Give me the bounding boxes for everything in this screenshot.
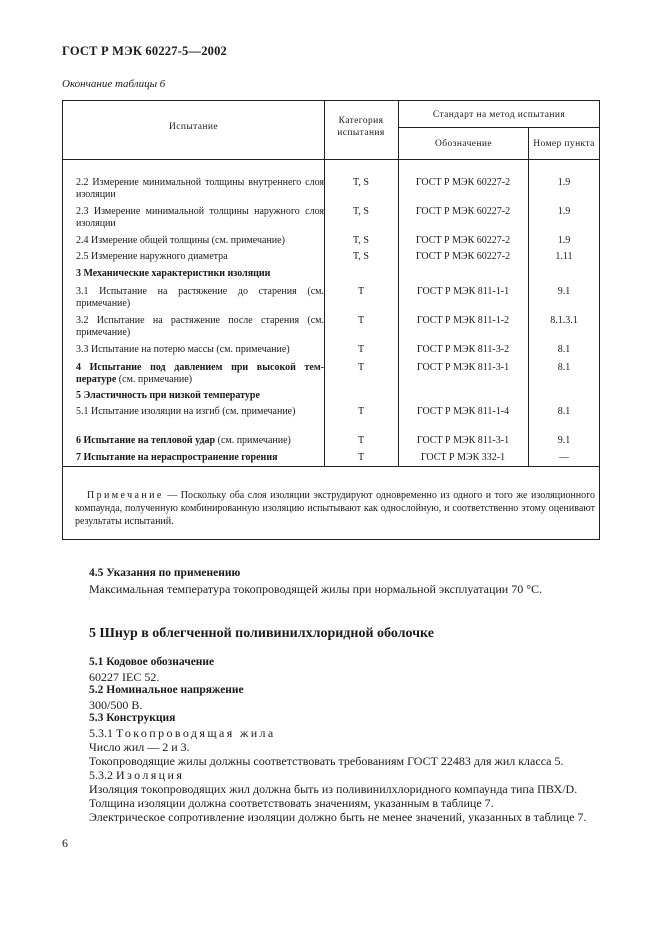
table-row-category: T (357, 452, 365, 463)
table-row-test-rest: (см. примечание) (116, 374, 193, 385)
table-row-category: T, S (353, 177, 369, 188)
table-row-category: T (357, 406, 365, 417)
table-row-test: 2.3 Измерение минимальной толщины наружного слоя изоляции (76, 206, 324, 229)
subsection-heading-5-3-2 (89, 768, 184, 782)
table-row-category: T, S (353, 206, 369, 217)
table-row-test: 2.5 Измерение наружного диаметра (76, 251, 228, 262)
header-bottom-rule (63, 159, 599, 160)
table-row-clause: 8.1 (557, 344, 571, 355)
table-row-clause: 9.1 (557, 286, 571, 297)
column-divider-1 (324, 101, 325, 466)
table-row-clause: 8.1 (557, 362, 571, 373)
paragraph-5-3-2a: Изоляция токопроводящих жил должна быть из поливинилхлоридного компаунда типа ПВХ/D. (89, 782, 578, 796)
table-row-designation: ГОСТ Р МЭК 60227-2 (415, 177, 511, 188)
table-row-category: T, S (353, 251, 369, 262)
subsection-heading-5-3: 5.3 Конструкция (89, 712, 176, 724)
table-row-category: T (357, 362, 365, 373)
table-row-test: 5.1 Испытание изоляции на изгиб (см. примечание) (76, 406, 296, 417)
subsection-heading-5-3-1 (89, 726, 276, 740)
subsection-number-5-3-1: 5.3.1 (89, 726, 113, 740)
paragraph-4-5: Максимальная температура токопроводящей жилы при нормальной эксплуатации 70 °С. (89, 582, 543, 596)
header-designation: Обозначение (435, 139, 492, 149)
table-row-category: T (357, 435, 365, 446)
table-row-test (76, 362, 324, 386)
paragraph-5-3-2b: Толщина изоляции должна соответствовать значениям, указанным в таблице 7. (89, 796, 494, 810)
table-row-designation: ГОСТ Р МЭК 811-3-2 (416, 344, 510, 355)
table-row-designation: ГОСТ Р МЭК 811-3-1 (416, 435, 510, 446)
table-row-clause: 9.1 (557, 435, 571, 446)
table-row-category: T (357, 315, 365, 326)
paragraph-5-3-1a: Число жил — 2 и 3. (89, 740, 190, 754)
table-row-test: 2.4 Измерение общей толщины (см. примечание) (76, 235, 285, 246)
table-row-clause: — (559, 452, 569, 463)
table-row-designation: ГОСТ Р МЭК 60227-2 (415, 251, 511, 262)
table-row-designation: ГОСТ Р МЭК 811-1-1 (416, 286, 510, 297)
table-row-category: T (357, 286, 365, 297)
subsection-number-5-3-2: 5.3.2 (89, 768, 113, 782)
table-row-test: 3.1 Испытание на растяжение до старения (см. примечание) (76, 286, 324, 309)
table-row-test: 2.2 Измерение минимальной толщины внутреннего слоя изоляции (76, 177, 324, 200)
table-body-bottom-rule (63, 466, 599, 467)
table-row-test-bold: 4 Испытание под давлением при высокой температуре (76, 362, 324, 385)
paragraph-5-1: 60227 IEC 52. (89, 670, 160, 684)
header-test: Испытание (168, 122, 218, 132)
table-group-heading: 5 Эластичность при низкой температуре (76, 390, 260, 401)
table-row-test: 3.2 Испытание на растяжение после старения (см. примечание) (76, 315, 324, 338)
table-row-test: 3.3 Испытание на потерю массы (см. примечание) (76, 344, 290, 355)
table-note-label: Примечание (87, 490, 164, 501)
subsection-title-5-3-2: Изоляция (116, 768, 185, 782)
table-row-designation: ГОСТ Р МЭК 811-1-4 (416, 406, 510, 417)
table-row-designation: ГОСТ Р МЭК 60227-2 (415, 235, 511, 246)
paragraph-5-2: 300/500 В. (89, 698, 143, 712)
table-row-clause: 1.9 (557, 206, 571, 217)
section-title-5: 5 Шнур в облегченной поливинилхлоридной оболочке (89, 626, 434, 641)
table-row-designation: ГОСТ Р МЭК 332-1 (420, 452, 506, 463)
paragraph-5-3-2c: Электрическое сопротивление изоляции должно быть не менее значений, указанных в таблице 7. (89, 810, 587, 824)
paragraph-5-3-1b: Токопроводящие жилы должны соответствовать требованиям ГОСТ 22483 для жил класса 5. (89, 754, 564, 768)
table-row-designation: ГОСТ Р МЭК 60227-2 (415, 206, 511, 217)
subsection-heading-5-2: 5.2 Номинальное напряжение (89, 684, 244, 696)
table-row-clause: 8.1.3.1 (550, 315, 578, 326)
subsection-heading-5-1: 5.1 Кодовое обозначение (89, 656, 215, 668)
table-row-category: T, S (353, 235, 369, 246)
table-row-clause: 1.9 (557, 177, 571, 188)
table-row-clause: 1.9 (557, 235, 571, 246)
header-standard-group: Стандарт на метод испытания (432, 110, 566, 120)
test-table (62, 100, 600, 540)
table-row-test-rest: (см. примечание) (215, 435, 291, 446)
table-continuation-caption: Окончание таблицы 6 (62, 78, 166, 90)
table-row-designation: ГОСТ Р МЭК 811-1-2 (416, 315, 510, 326)
subsection-heading-4-5: 4.5 Указания по применению (89, 567, 241, 579)
table-row-category: T (357, 344, 365, 355)
document-id: ГОСТ Р МЭК 60227-5—2002 (62, 44, 227, 58)
page-number: 6 (62, 836, 68, 850)
table-row-clause: 1.11 (555, 251, 573, 262)
header-subdivider (398, 127, 600, 128)
header-category: Категория испытания (337, 116, 385, 138)
table-note-text: — Поскольку оба слоя изоляции экструдируют одновременно из одного и того же изоляционного компаунда, полученную комбинированную изоляцию испытывают как однослойную, и соответственно этому оценивают результаты испытаний. (75, 490, 595, 527)
table-group-heading: 3 Механические характеристики изоляции (76, 268, 271, 279)
table-row-test-bold: 6 Испытание на тепловой удар (76, 435, 216, 446)
table-row-clause: 8.1 (557, 406, 571, 417)
table-row-test: 7 Испытание на нераспространение горения (76, 452, 278, 463)
table-row-test (76, 435, 324, 447)
subsection-title-5-3-1: Токопроводящая жила (116, 726, 276, 740)
header-clause: Номер пункта (533, 139, 595, 149)
table-row-designation: ГОСТ Р МЭК 811-3-1 (416, 362, 510, 373)
table-note (75, 489, 595, 528)
